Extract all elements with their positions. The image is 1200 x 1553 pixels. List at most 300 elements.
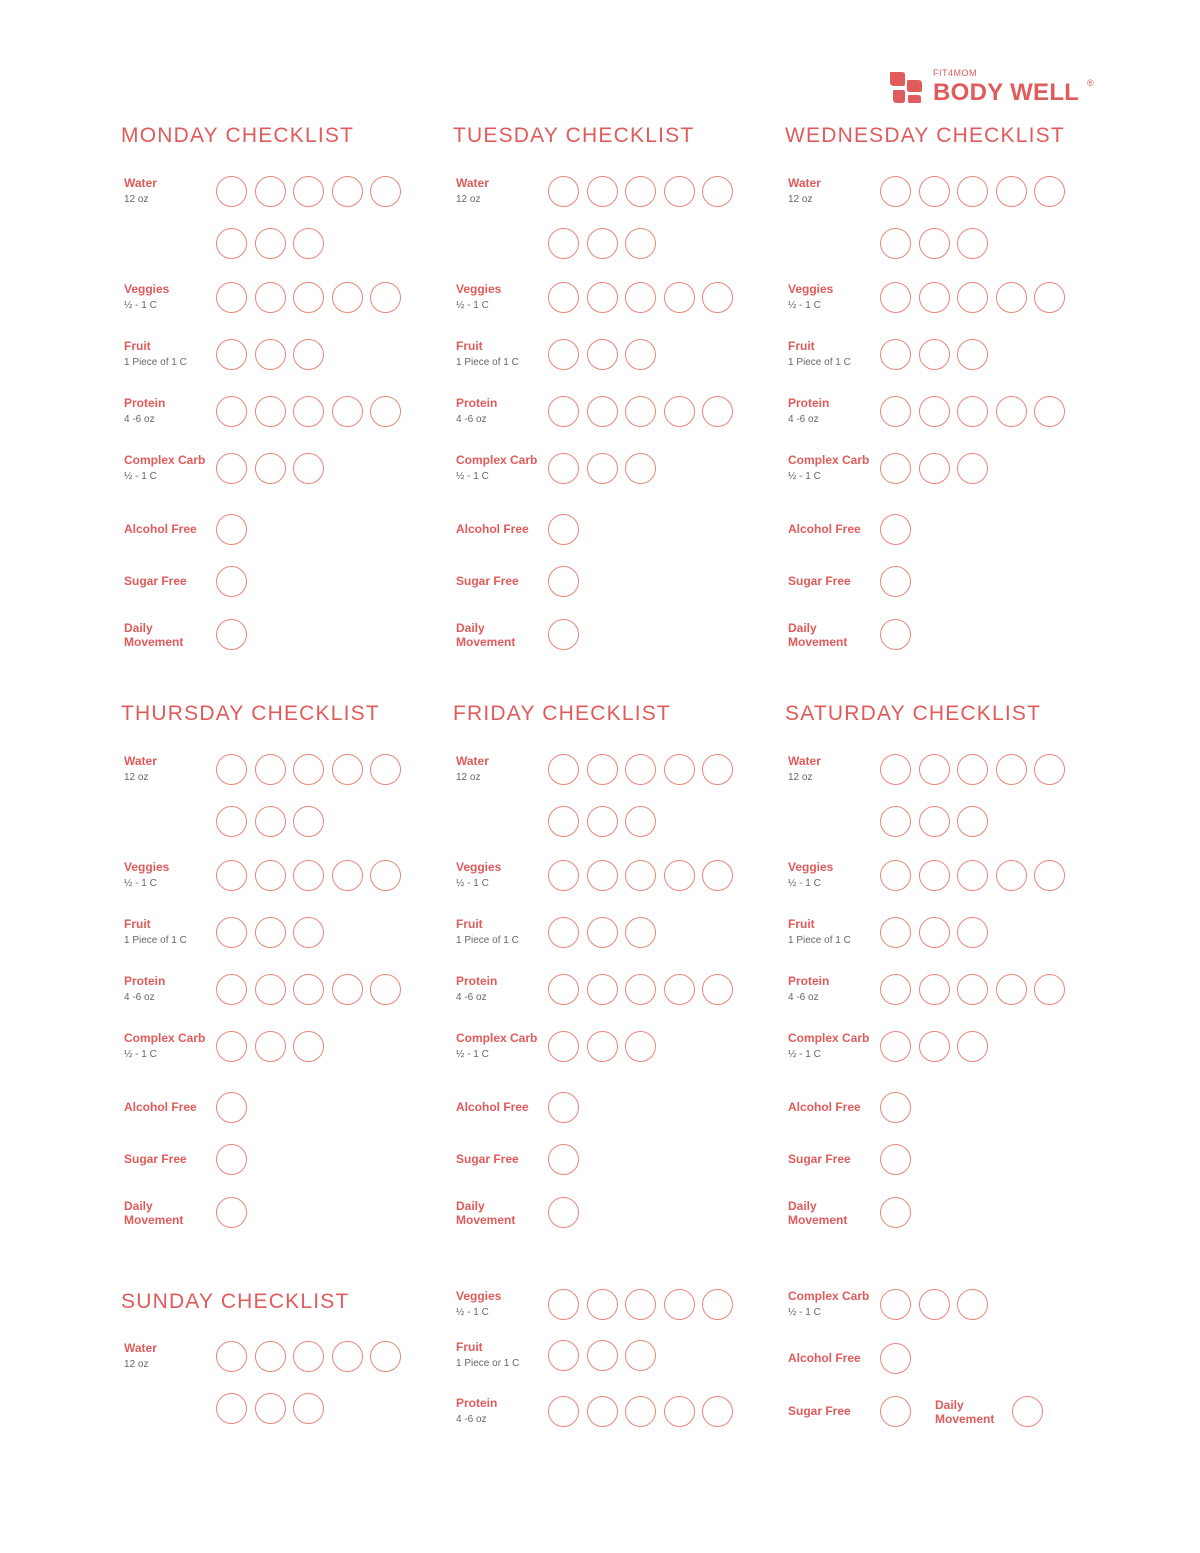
item-label: Daily Movement (124, 1199, 184, 1227)
checklist-row-protein (785, 974, 1085, 1014)
item-label: Fruit (456, 1340, 483, 1354)
check-circle[interactable] (293, 806, 324, 837)
checkbox-group (548, 974, 733, 1005)
item-serving: 1 Piece of 1 C (788, 357, 851, 368)
check-circle[interactable] (664, 282, 695, 313)
checkbox-group (216, 228, 324, 259)
check-circle[interactable] (216, 282, 247, 313)
check-circle[interactable] (587, 974, 618, 1005)
check-circle[interactable] (880, 453, 911, 484)
item-label: Protein (456, 974, 498, 988)
check-circle[interactable] (216, 806, 247, 837)
check-circle[interactable] (370, 282, 401, 313)
check-circle[interactable] (548, 1340, 579, 1371)
logo-brand-name: BODY WELL (933, 79, 1080, 106)
check-circle[interactable] (957, 396, 988, 427)
check-circle[interactable] (255, 176, 286, 207)
check-circle[interactable] (880, 1396, 911, 1427)
check-circle[interactable] (1034, 974, 1065, 1005)
check-circle[interactable] (587, 228, 618, 259)
check-circle[interactable] (919, 806, 950, 837)
checkbox-group (216, 1031, 324, 1062)
check-circle[interactable] (957, 974, 988, 1005)
check-circle[interactable] (548, 282, 579, 313)
check-circle[interactable] (625, 806, 656, 837)
check-circle[interactable] (664, 1289, 695, 1320)
check-circle[interactable] (548, 1092, 579, 1123)
check-circle[interactable] (216, 754, 247, 785)
check-circle[interactable] (293, 754, 324, 785)
check-circle[interactable] (587, 282, 618, 313)
checklist-row-water (453, 754, 753, 794)
checklist-row-daily (932, 1396, 1200, 1436)
check-circle[interactable] (216, 514, 247, 545)
check-circle[interactable] (957, 917, 988, 948)
check-circle[interactable] (664, 974, 695, 1005)
check-circle[interactable] (255, 228, 286, 259)
check-circle[interactable] (625, 1031, 656, 1062)
item-label: Complex Carb (788, 1289, 870, 1303)
check-circle[interactable] (216, 339, 247, 370)
check-circle[interactable] (293, 176, 324, 207)
check-circle[interactable] (880, 754, 911, 785)
check-circle[interactable] (370, 754, 401, 785)
check-circle[interactable] (880, 860, 911, 891)
check-circle[interactable] (880, 1144, 911, 1175)
check-circle[interactable] (548, 453, 579, 484)
item-label: Sugar Free (788, 1152, 851, 1166)
check-circle[interactable] (216, 396, 247, 427)
item-label: Complex Carb (788, 1031, 870, 1045)
check-circle[interactable] (587, 806, 618, 837)
check-circle[interactable] (293, 453, 324, 484)
check-circle[interactable] (548, 754, 579, 785)
item-label: Complex Carb (124, 1031, 206, 1045)
check-circle[interactable] (957, 282, 988, 313)
check-circle[interactable] (255, 1341, 286, 1372)
check-circle[interactable] (702, 974, 733, 1005)
checklist-row-alcohol-free (785, 1343, 1085, 1383)
check-circle[interactable] (587, 1031, 618, 1062)
check-circle[interactable] (996, 754, 1027, 785)
check-circle[interactable] (996, 860, 1027, 891)
check-circle[interactable] (880, 974, 911, 1005)
check-circle[interactable] (255, 396, 286, 427)
check-circle[interactable] (548, 514, 579, 545)
check-circle[interactable] (1034, 754, 1065, 785)
item-label: Water (456, 176, 489, 190)
check-circle[interactable] (919, 754, 950, 785)
check-circle[interactable] (370, 176, 401, 207)
checklist-row-sugar-free (785, 566, 1085, 606)
item-label: Complex Carb (456, 1031, 538, 1045)
item-label: Daily Movement (124, 621, 184, 649)
check-circle[interactable] (255, 1031, 286, 1062)
item-label: Protein (124, 396, 166, 410)
check-circle[interactable] (880, 282, 911, 313)
check-circle[interactable] (332, 282, 363, 313)
checkbox-group (548, 1031, 656, 1062)
checklist-row-fruit (453, 339, 753, 379)
check-circle[interactable] (664, 176, 695, 207)
check-circle[interactable] (664, 860, 695, 891)
checkbox-group (216, 860, 401, 891)
check-circle[interactable] (255, 917, 286, 948)
check-circle[interactable] (332, 396, 363, 427)
checkbox-group (216, 917, 324, 948)
check-circle[interactable] (1012, 1396, 1043, 1427)
check-circle[interactable] (587, 754, 618, 785)
check-circle[interactable] (880, 619, 911, 650)
check-circle[interactable] (255, 282, 286, 313)
check-circle[interactable] (880, 396, 911, 427)
checkbox-group (880, 1031, 988, 1062)
item-label: Alcohol Free (124, 1100, 197, 1114)
check-circle[interactable] (216, 974, 247, 1005)
check-circle[interactable] (919, 176, 950, 207)
check-circle[interactable] (957, 1031, 988, 1062)
checkbox-group (548, 339, 656, 370)
checkbox-group (880, 1343, 911, 1374)
check-circle[interactable] (880, 1031, 911, 1062)
check-circle[interactable] (880, 917, 911, 948)
check-circle[interactable] (548, 806, 579, 837)
check-circle[interactable] (255, 1393, 286, 1424)
checkbox-group (548, 282, 733, 313)
checklist-row-blank (785, 228, 1085, 268)
check-circle[interactable] (332, 974, 363, 1005)
check-circle[interactable] (625, 228, 656, 259)
check-circle[interactable] (216, 1031, 247, 1062)
check-circle[interactable] (216, 228, 247, 259)
checklist-row-blank (453, 228, 753, 268)
check-circle[interactable] (702, 282, 733, 313)
checklist-row-sugar-free (121, 566, 421, 606)
check-circle[interactable] (216, 1197, 247, 1228)
check-circle[interactable] (548, 1197, 579, 1228)
item-serving: 4 -6 oz (456, 992, 487, 1003)
check-circle[interactable] (587, 339, 618, 370)
check-circle[interactable] (216, 1144, 247, 1175)
check-circle[interactable] (332, 176, 363, 207)
checkbox-group (548, 566, 579, 597)
check-circle[interactable] (255, 860, 286, 891)
checkbox-group (880, 176, 1065, 207)
check-circle[interactable] (293, 1031, 324, 1062)
check-circle[interactable] (919, 453, 950, 484)
check-circle[interactable] (957, 806, 988, 837)
check-circle[interactable] (957, 453, 988, 484)
check-circle[interactable] (216, 453, 247, 484)
check-circle[interactable] (996, 282, 1027, 313)
check-circle[interactable] (216, 1341, 247, 1372)
item-label: Daily Movement (456, 1199, 516, 1227)
check-circle[interactable] (548, 1396, 579, 1427)
checklist-row-fruit (121, 339, 421, 379)
check-circle[interactable] (1034, 396, 1065, 427)
check-circle[interactable] (996, 176, 1027, 207)
check-circle[interactable] (216, 1092, 247, 1123)
check-circle[interactable] (1034, 282, 1065, 313)
check-circle[interactable] (919, 974, 950, 1005)
check-circle[interactable] (293, 1341, 324, 1372)
check-circle[interactable] (919, 1031, 950, 1062)
day-title: THURSDAY CHECKLIST (121, 702, 380, 725)
check-circle[interactable] (587, 860, 618, 891)
check-circle[interactable] (587, 917, 618, 948)
checklist-row-protein (453, 396, 753, 436)
checkbox-group (216, 974, 401, 1005)
check-circle[interactable] (587, 1396, 618, 1427)
item-serving: ½ - 1 C (124, 471, 157, 482)
check-circle[interactable] (332, 754, 363, 785)
item-label: Water (788, 754, 821, 768)
check-circle[interactable] (216, 1393, 247, 1424)
checklist-row-daily (453, 619, 753, 659)
item-label: Sugar Free (124, 1152, 187, 1166)
check-circle[interactable] (625, 1340, 656, 1371)
check-circle[interactable] (702, 176, 733, 207)
checklist-row-water (453, 176, 753, 216)
checkbox-group (216, 1092, 247, 1123)
item-serving: ½ - 1 C (124, 878, 157, 889)
checklist-row-protein (121, 396, 421, 436)
check-circle[interactable] (957, 860, 988, 891)
brand-logo (888, 68, 1098, 108)
checklist-row-water (121, 754, 421, 794)
item-serving: 12 oz (788, 772, 813, 783)
item-label: Fruit (456, 917, 483, 931)
check-circle[interactable] (919, 860, 950, 891)
check-circle[interactable] (919, 282, 950, 313)
check-circle[interactable] (548, 1031, 579, 1062)
check-circle[interactable] (548, 917, 579, 948)
check-circle[interactable] (625, 282, 656, 313)
checklist-row-complex-carb (785, 453, 1085, 493)
check-circle[interactable] (548, 1144, 579, 1175)
check-circle[interactable] (548, 974, 579, 1005)
check-circle[interactable] (1034, 860, 1065, 891)
check-circle[interactable] (957, 228, 988, 259)
item-serving: ½ - 1 C (456, 300, 489, 311)
check-circle[interactable] (548, 176, 579, 207)
check-circle[interactable] (293, 282, 324, 313)
check-circle[interactable] (702, 754, 733, 785)
check-circle[interactable] (880, 339, 911, 370)
check-circle[interactable] (293, 860, 324, 891)
item-label: Alcohol Free (124, 522, 197, 536)
checklist-row-daily (121, 1197, 421, 1237)
check-circle[interactable] (880, 514, 911, 545)
check-circle[interactable] (664, 396, 695, 427)
item-serving: 12 oz (124, 1359, 149, 1370)
checkbox-group (548, 396, 733, 427)
item-serving: ½ - 1 C (788, 300, 821, 311)
checkbox-group (880, 282, 1065, 313)
check-circle[interactable] (996, 974, 1027, 1005)
check-circle[interactable] (702, 396, 733, 427)
checkbox-group (880, 514, 911, 545)
check-circle[interactable] (919, 339, 950, 370)
check-circle[interactable] (996, 396, 1027, 427)
checkbox-group (216, 339, 324, 370)
item-label: Water (124, 176, 157, 190)
check-circle[interactable] (587, 453, 618, 484)
item-label: Sugar Free (788, 574, 851, 588)
checklist-row-complex-carb (785, 1031, 1085, 1071)
check-circle[interactable] (919, 228, 950, 259)
check-circle[interactable] (625, 754, 656, 785)
check-circle[interactable] (548, 860, 579, 891)
item-serving: 12 oz (456, 194, 481, 205)
check-circle[interactable] (255, 339, 286, 370)
check-circle[interactable] (587, 396, 618, 427)
item-label: Sugar Free (456, 574, 519, 588)
item-serving: ½ - 1 C (788, 878, 821, 889)
item-label: Protein (456, 1396, 498, 1410)
check-circle[interactable] (293, 339, 324, 370)
check-circle[interactable] (216, 917, 247, 948)
check-circle[interactable] (216, 176, 247, 207)
check-circle[interactable] (880, 228, 911, 259)
check-circle[interactable] (293, 1393, 324, 1424)
check-circle[interactable] (216, 566, 247, 597)
check-circle[interactable] (293, 228, 324, 259)
checkbox-group (880, 339, 988, 370)
checklist-row-fruit (121, 917, 421, 957)
item-serving: ½ - 1 C (788, 1307, 821, 1318)
check-circle[interactable] (625, 453, 656, 484)
check-circle[interactable] (370, 974, 401, 1005)
check-circle[interactable] (548, 228, 579, 259)
check-circle[interactable] (880, 1343, 911, 1374)
check-circle[interactable] (919, 1289, 950, 1320)
item-label: Veggies (124, 860, 170, 874)
check-circle[interactable] (957, 1289, 988, 1320)
checklist-row-blank (453, 806, 753, 846)
item-label: Fruit (456, 339, 483, 353)
check-circle[interactable] (370, 860, 401, 891)
check-circle[interactable] (293, 396, 324, 427)
check-circle[interactable] (880, 1197, 911, 1228)
item-serving: 1 Piece or 1 C (456, 1358, 520, 1369)
check-circle[interactable] (370, 1341, 401, 1372)
item-label: Veggies (124, 282, 170, 296)
check-circle[interactable] (548, 566, 579, 597)
item-serving: 12 oz (456, 772, 481, 783)
check-circle[interactable] (880, 1289, 911, 1320)
item-serving: 4 -6 oz (124, 414, 155, 425)
check-circle[interactable] (880, 176, 911, 207)
check-circle[interactable] (548, 396, 579, 427)
check-circle[interactable] (957, 339, 988, 370)
check-circle[interactable] (216, 619, 247, 650)
check-circle[interactable] (255, 806, 286, 837)
checklist-row-protein (453, 1396, 753, 1436)
check-circle[interactable] (664, 1396, 695, 1427)
check-circle[interactable] (880, 1092, 911, 1123)
check-circle[interactable] (293, 917, 324, 948)
check-circle[interactable] (1034, 176, 1065, 207)
check-circle[interactable] (332, 860, 363, 891)
check-circle[interactable] (255, 453, 286, 484)
checkbox-group (548, 1197, 579, 1228)
check-circle[interactable] (332, 1341, 363, 1372)
item-serving: 1 Piece of 1 C (456, 357, 519, 368)
check-circle[interactable] (957, 176, 988, 207)
check-circle[interactable] (919, 396, 950, 427)
checkbox-group (216, 1197, 247, 1228)
item-label: Alcohol Free (788, 1351, 861, 1365)
check-circle[interactable] (625, 1396, 656, 1427)
checklist-row-water (121, 176, 421, 216)
checkbox-group (880, 1144, 911, 1175)
check-circle[interactable] (664, 754, 695, 785)
check-circle[interactable] (548, 339, 579, 370)
item-label: Veggies (788, 860, 834, 874)
check-circle[interactable] (293, 974, 324, 1005)
checklist-row-complex-carb (785, 1289, 1085, 1329)
checklist-row-veggies (121, 860, 421, 900)
check-circle[interactable] (880, 566, 911, 597)
check-circle[interactable] (548, 1289, 579, 1320)
check-circle[interactable] (587, 1340, 618, 1371)
check-circle[interactable] (587, 1289, 618, 1320)
item-label: Alcohol Free (788, 1100, 861, 1114)
checkbox-group (548, 754, 733, 785)
checklist-row-water (785, 754, 1085, 794)
check-circle[interactable] (548, 619, 579, 650)
day-title: WEDNESDAY CHECKLIST (785, 124, 1065, 147)
check-circle[interactable] (625, 176, 656, 207)
check-circle[interactable] (625, 1289, 656, 1320)
checkbox-group (216, 619, 247, 650)
checklist-row-veggies (785, 282, 1085, 322)
checkbox-group (880, 566, 911, 597)
checklist-row-sugar-free (453, 566, 753, 606)
checklist-row-alcohol-free (121, 514, 421, 554)
item-serving: ½ - 1 C (788, 471, 821, 482)
check-circle[interactable] (216, 860, 247, 891)
checklist-row-complex-carb (121, 1031, 421, 1071)
checkbox-group (548, 917, 656, 948)
check-circle[interactable] (702, 1289, 733, 1320)
check-circle[interactable] (702, 860, 733, 891)
check-circle[interactable] (255, 754, 286, 785)
checklist-row-fruit (785, 339, 1085, 379)
checkbox-group (548, 860, 733, 891)
item-label: Fruit (788, 339, 815, 353)
checklist-row-blank (121, 1393, 421, 1433)
check-circle[interactable] (702, 1396, 733, 1427)
check-circle[interactable] (625, 860, 656, 891)
check-circle[interactable] (625, 339, 656, 370)
check-circle[interactable] (957, 754, 988, 785)
checkbox-group (548, 1340, 656, 1371)
check-circle[interactable] (255, 974, 286, 1005)
checkbox-group (880, 974, 1065, 1005)
check-circle[interactable] (625, 396, 656, 427)
check-circle[interactable] (919, 917, 950, 948)
checklist-row-alcohol-free (785, 514, 1085, 554)
check-circle[interactable] (625, 917, 656, 948)
checklist-row-alcohol-free (785, 1092, 1085, 1132)
check-circle[interactable] (587, 176, 618, 207)
check-circle[interactable] (625, 974, 656, 1005)
item-label: Complex Carb (788, 453, 870, 467)
check-circle[interactable] (370, 396, 401, 427)
check-circle[interactable] (880, 806, 911, 837)
